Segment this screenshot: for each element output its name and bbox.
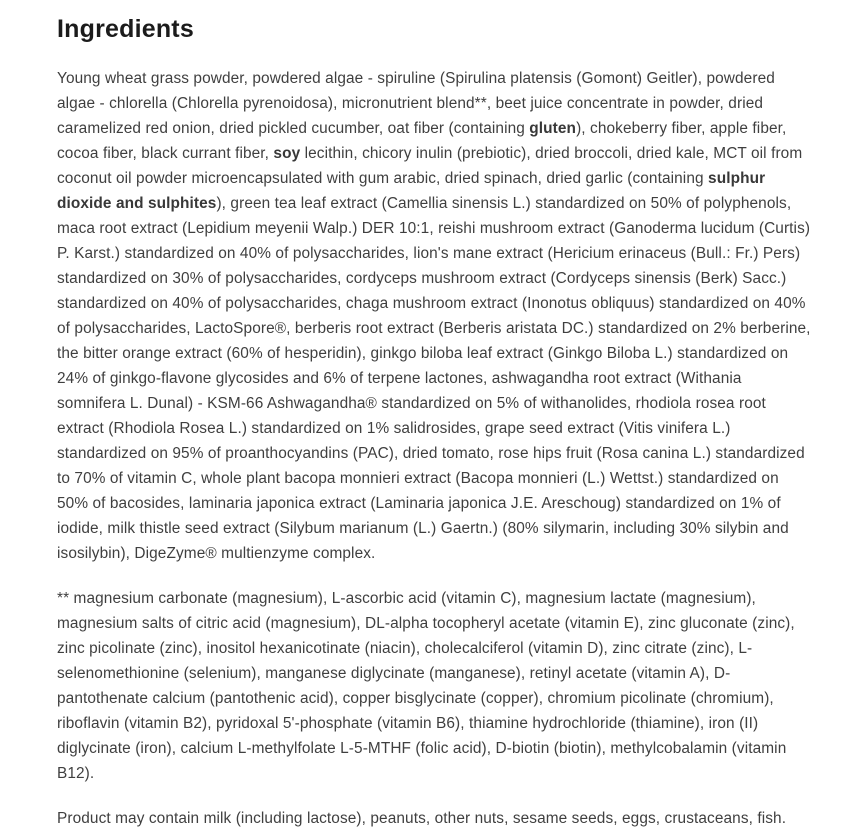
highlighted-allergen-text: soy [273, 145, 301, 162]
ingredient-text: ** magnesium carbonate (magnesium), L-ascorbic acid (vitamin C), magnesium lactate (magnesium), magnesium salts of citric acid (magnesium), DL-alpha tocopheryl acetate (vitamin E), zinc gluconate (zinc), zinc picolinate (zinc), inositol hexanicotinate (niacin), cholecalciferol (vitamin D), zinc citrate (zinc), L-selenomethionine (selenium), manganese diglycinate (manganese), retinyl acetate (vitamin A), D-pantothenate calcium (pantothenic acid), copper bisglycinate (copper), chromium picolinate (chromium), riboflavin (vitamin B2), pyridoxal 5'-phosphate (vitamin B6), thiamine hydrochloride (thiamine), iron (II) diglycinate (iron), calcium L-methylfolate L-5-MTHF (folic acid), D-biotin (biotin), methylcobalamin (vitamin B12). [57, 590, 795, 782]
ingredients-text [57, 66, 812, 831]
paragraph-main-ingredients [57, 66, 812, 566]
highlighted-allergen-text: gluten [529, 120, 577, 137]
ingredient-text: ), green tea leaf extract (Camellia sinensis L.) standardized on 50% of polyphenols, maca root extract (Lepidium meyenii Walp.) DER 10:1, reishi mushroom extract (Ganoderma lucidum (Curtis) P. Karst.) standardized on 40% of polysaccharides, lion's mane extract (Hericium erinaceus (Bull.: Fr.) Pers) standardized on 30% of polysaccharides, cordyceps mushroom extract (Cordyceps sinensis (Berk) Sacc.) standardized on 40% of polysaccharides, chaga mushroom extract (Inonotus obliquus) standardized on 40% of polysaccharides, LactoSpore®, berberis root extract (Berberis aristata DC.) standardized on 2% berberine, the bitter orange extract (60% of hesperidin), ginkgo biloba leaf extract (Ginkgo Biloba L.) standardized on 24% of ginkgo-flavone glycosides and 6% of terpene lactones, ashwagandha root extract (Withania somnifera L. Dunal) - KSM-66 Ashwagandha® standardized on 5% of withanolides, rhodiola rosea root extract (Rhodiola Rosea L.) standardized on 1% salidrosides, grape seed extract (Vitis vinifera L.) standardized on 95% of proanthocyandins (PAC), dried tomato, rose hips fruit (Rosa canina L.) standardized to 70% of vitamin C, whole plant bacopa monnieri extract (Bacopa monnieri (L.) Wettst.) standardized on 50% of bacosides, laminaria japonica extract (Laminaria japonica J.E. Areschoug) standardized on 1% of iodide, milk thistle seed extract (Silybum marianum (L.) Gaertn.) (80% silymarin, including 30% silybin and isosilybin), DigeZyme® multienzyme complex. [57, 195, 811, 562]
paragraph-micronutrient-blend [57, 586, 812, 786]
paragraph-allergen-notice [57, 806, 812, 831]
ingredient-text: Product may contain milk (including lactose), peanuts, other nuts, sesame seeds, eggs, crustaceans, fish. [57, 810, 787, 827]
ingredient-text: ), chokeberry fiber, apple fiber, cocoa fiber, black currant fiber, [57, 120, 787, 162]
ingredient-text: Young wheat grass powder, powdered algae - spiruline (Spirulina platensis (Gomont) Geitler), powdered algae - chlorella (Chlorella pyrenoidosa), micronutrient blend**, beet juice concentrate in powder, dried caramelized red onion, dried pickled cucumber, oat fiber (containing [57, 70, 775, 137]
highlighted-allergen-text: sulphur dioxide and sulphites [57, 170, 766, 212]
page-title: Ingredients [57, 15, 194, 43]
ingredient-text: lecithin, chicory inulin (prebiotic), dried broccoli, dried kale, MCT oil from coconut oil powder microencapsulated with gum arabic, dried spinach, dried garlic (containing [57, 145, 803, 187]
